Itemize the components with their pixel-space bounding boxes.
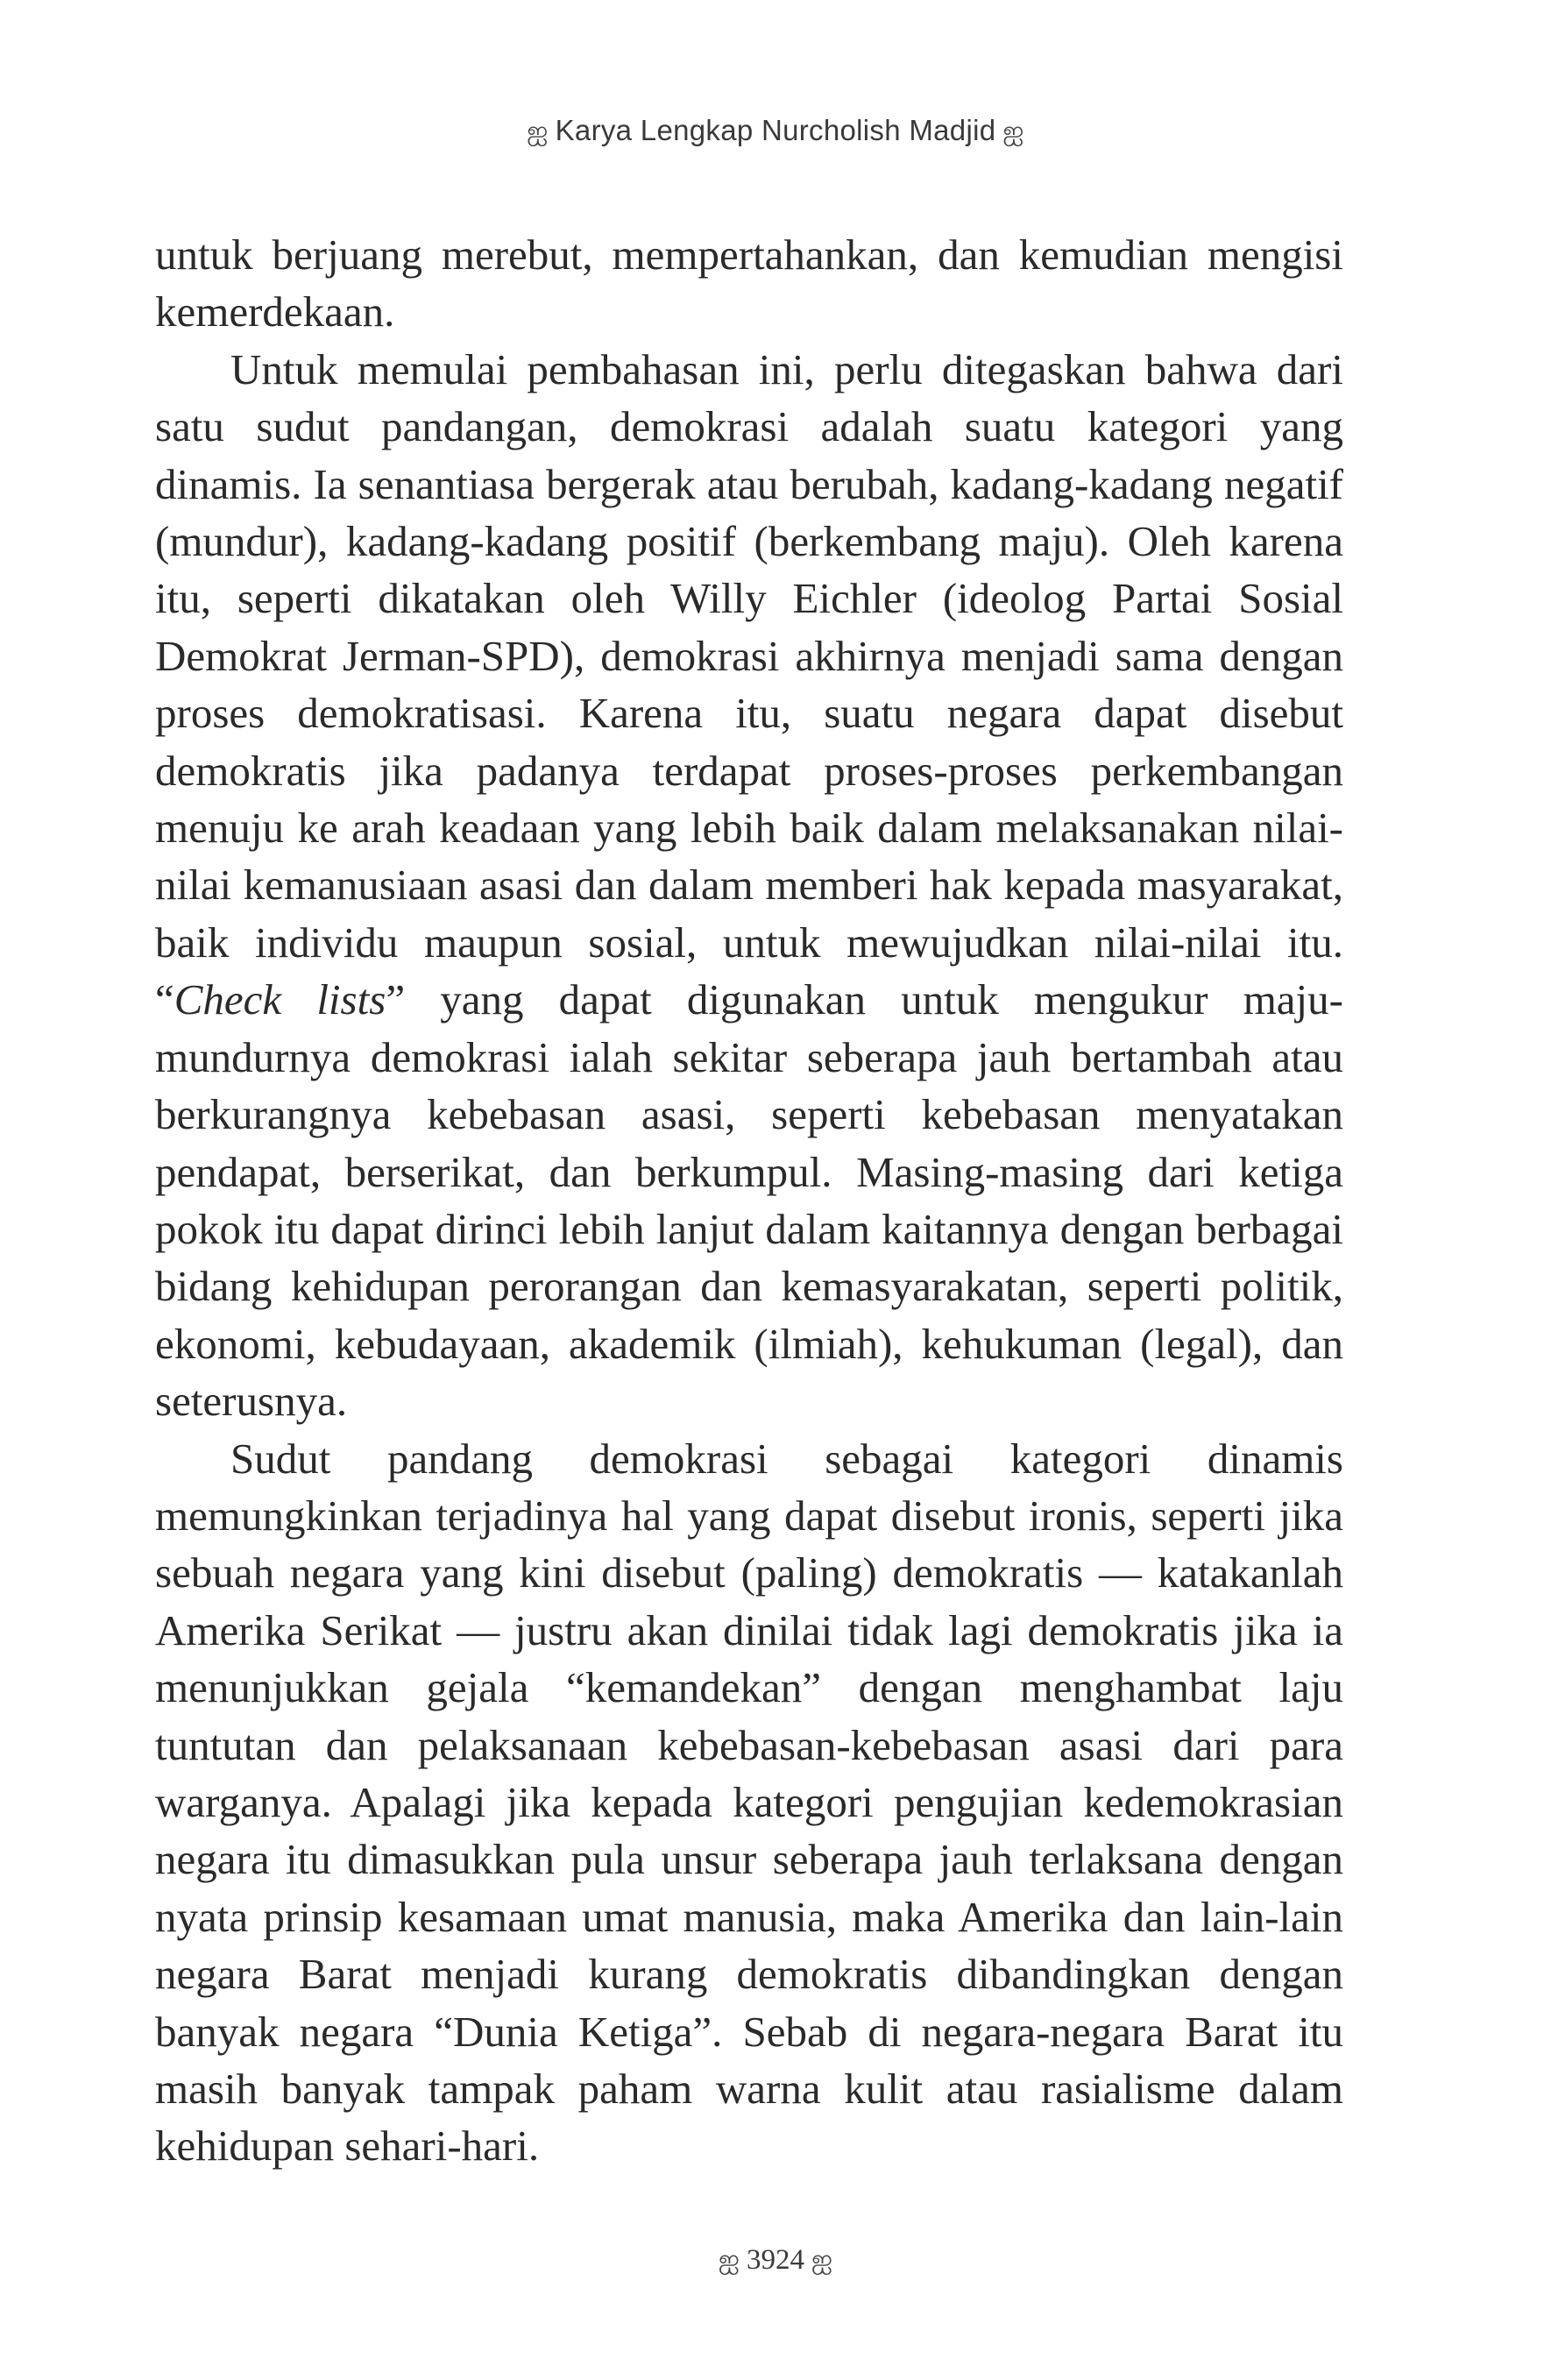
paragraph-2 bbox=[155, 341, 1343, 1430]
book-title: Karya Lengkap Nurcholish Madjid bbox=[555, 114, 996, 146]
page-footer bbox=[0, 2244, 1551, 2279]
footer-left-ornament-icon: ஐ bbox=[718, 2244, 740, 2275]
footer-right-ornament-icon: ஐ bbox=[811, 2244, 833, 2275]
paragraph-1: untuk berjuang merebut, mempertahankan, dan kemudian mengisi kemerdekaan. bbox=[155, 230, 1343, 336]
left-ornament-icon: ஐ bbox=[527, 116, 549, 146]
check-lists-term: Check lists bbox=[174, 975, 386, 1024]
paragraph-2-text-b: ” yang dapat digunakan untuk mengukur maju-mundurnya demokrasi ialah sekitar seberapa jauh bertambah atau berkurangnya kebebasan asasi, seperti kebebasan menyatakan pendapat, berserikat, dan berkumpul. Masing-masing dari ketiga pokok itu dapat dirinci lebih lanjut dalam kaitannya dengan berbagai bidang kehidupan perorangan dan kemasyarakatan, seperti politik, ekonomi, kebudayaan, akademik (ilmiah), kehukuman (legal), dan seterusnya. bbox=[155, 975, 1343, 1426]
paragraph-2-text-a: Untuk memulai pembahasan ini, perlu ditegaskan bahwa dari satu sudut pandangan, demokrasi adalah suatu kategori yang dinamis. Ia senantiasa bergerak atau berubah, kadang-kadang negatif (mundur), kadang-kadang positif (berkembang maju). Oleh karena itu, seperti dikatakan oleh Willy Eichler (ideolog Partai Sosial Demokrat Jerman-SPD), demokrasi akhirnya menjadi sama dengan proses demokratisasi. Karena itu, suatu negara dapat disebut demokratis jika padanya terdapat proses-proses perkembangan menuju ke arah keadaan yang lebih baik dalam melaksanakan nilai-nilai kemanusiaan asasi dan dalam memberi hak kepada masyarakat, baik individu maupun sosial, untuk mewujudkan nilai-nilai itu. “ bbox=[155, 344, 1343, 1024]
page-number: 3924 bbox=[747, 2244, 804, 2276]
right-ornament-icon: ஐ bbox=[1002, 116, 1024, 146]
paragraph-3: Sudut pandang demokrasi sebagai kategori dinamis memungkinkan terjadinya hal yang dapat disebut ironis, seperti jika sebuah negara yang kini disebut (paling) demokratis — katakanlah Amerika Serikat — justru akan dinilai tidak lagi demokratis jika ia menunjukkan gejala “kemandekan” dengan menghambat laju tuntutan dan pelaksanaan kebebasan-kebebasan asasi dari para warganya. Apalagi jika kepada kategori pengujian kedemokrasian negara itu dimasukkan pula unsur seberapa jauh terlaksana dengan nyata prinsip kesamaan umat manusia, maka Amerika dan lain-lain negara Barat menjadi kurang demokratis dibandingkan dengan banyak negara “Dunia Ketiga”. Sebab di negara-negara Barat itu masih banyak tampak paham warna kulit atau rasialisme dalam kehidupan sehari-hari. bbox=[155, 1434, 1343, 2171]
page-body bbox=[155, 226, 1343, 2175]
running-header bbox=[0, 114, 1551, 151]
